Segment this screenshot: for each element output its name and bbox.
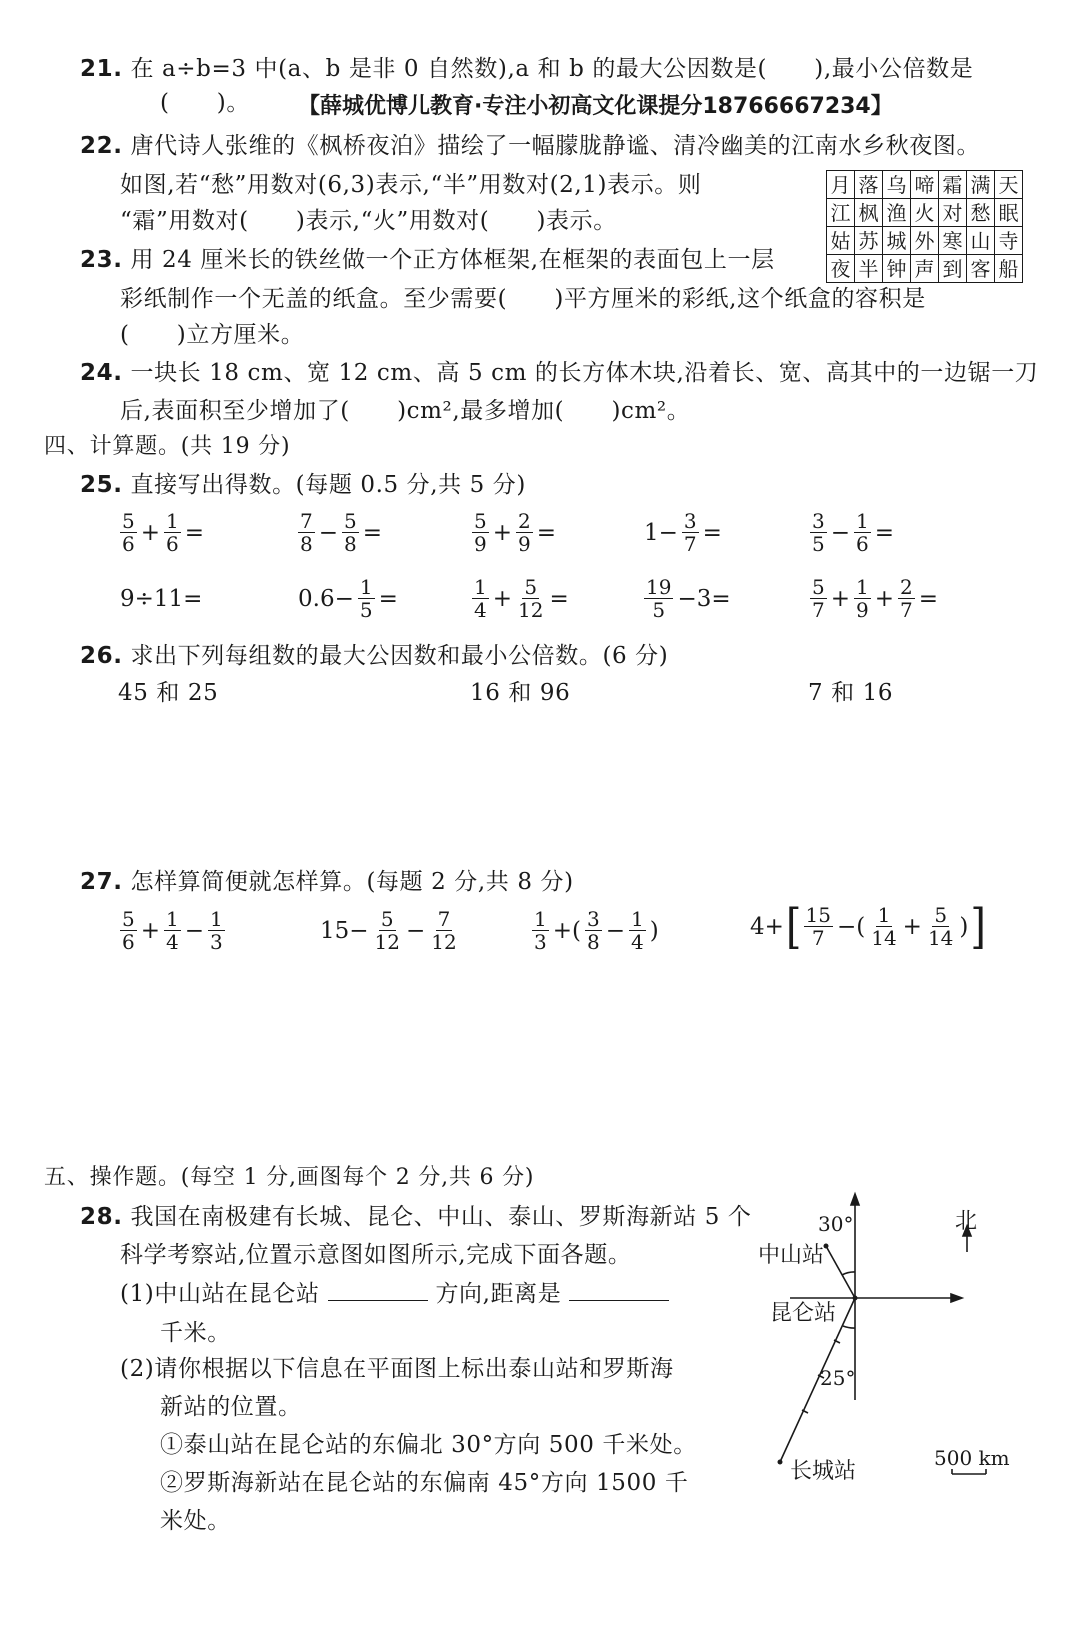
grid-cell: 渔 [883,199,911,227]
fraction: $\frac{15}{7}$ [805,903,831,950]
grid-cell: 枫 [855,199,883,227]
question-27-title [80,867,574,897]
kunlun-label: 昆仑站 [770,1301,837,1326]
angle-arc-bottom [843,1326,855,1328]
question-28-info-2: ②罗斯海新站在昆仑站的东偏南 45°方向 1500 千 [160,1470,689,1496]
angle-label-bottom: 25° [820,1366,856,1390]
question-21-line1 [80,54,973,84]
fraction: $\frac{1}{3}$ [210,907,223,954]
fraction: $\frac{5}{12}$ [518,575,544,622]
fraction: $\frac{1}{6}$ [856,509,869,556]
question-24-line1 [80,358,1038,388]
changcheng-point [778,1460,783,1465]
question-26-title [80,641,668,671]
expr-25-1: $\frac{5}{6}$ + $\frac{1}{6}$ = [122,509,205,556]
question-28-part1: (1)中山站在昆仑站 方向,距离是 [120,1278,669,1309]
question-number: 21. [80,56,123,82]
question-28-line1 [80,1202,752,1232]
fraction: $\frac{5}{8}$ [344,509,357,556]
question-28-info-1: ①泰山站在昆仑站的东偏北 30°方向 500 千米处。 [160,1432,697,1458]
answer-blank-distance[interactable] [569,1278,669,1301]
fraction: $\frac{1}{4}$ [166,907,179,954]
angle-arc-top [842,1272,855,1275]
zhongshan-label: 中山站 [758,1243,825,1268]
question-number: 28. [80,1204,123,1230]
grid-cell: 船 [995,255,1023,283]
fraction: $\frac{1}{4}$ [631,907,644,954]
expr-25-7: 0.6− $\frac{1}{5}$ = [298,575,398,622]
question-text: ( )。 [160,90,250,116]
grid-cell: 夜 [827,255,855,283]
question-28-part2-line2: 新站的位置。 [160,1394,302,1420]
grid-cell: 对 [939,199,967,227]
fraction: $\frac{5}{7}$ [812,575,825,622]
question-23-line1 [80,245,775,275]
fraction: $\frac{3}{5}$ [812,509,825,556]
grid-cell: 火 [911,199,939,227]
section-5-heading: 五、操作题。(每空 1 分,画图每个 2 分,共 6 分) [44,1165,535,1190]
question-24-line2: 后,表面积至少增加了( )cm²,最多增加( )cm²。 [120,398,691,424]
grid-cell: 啼 [911,171,939,199]
scale-label: 500 km [934,1446,1010,1470]
grid-cell: 钟 [883,255,911,283]
expr-27-2: 15− $\frac{5}{12}$ − $\frac{7}{12}$ [320,907,457,954]
angle-label-top: 30° [818,1212,854,1236]
grid-cell: 月 [827,171,855,199]
question-text: 怎样算简便就怎样算。(每题 2 分,共 8 分) [130,869,574,895]
expr-27-4: 4+ [ $\frac{15}{7}$ −( $\frac{1}{14}$ + $\frac{5}{14}$ ) ] [750,898,986,955]
fraction: $\frac{1}{14}$ [871,903,897,950]
grid-cell: 到 [939,255,967,283]
north-label: 北 [955,1209,978,1234]
fraction: $\frac{5}{6}$ [122,509,135,556]
grid-cell: 霜 [939,171,967,199]
question-number: 23. [80,247,123,273]
question-text: 我国在南极建有长城、昆仑、中山、泰山、罗斯海新站 5 个 [130,1204,752,1230]
grid-cell: 满 [967,171,995,199]
question-25-title [80,470,526,500]
question-23-line3: ( )立方厘米。 [120,322,305,348]
expr-25-4: 1− $\frac{3}{7}$ = [644,509,722,556]
fraction: $\frac{7}{12}$ [431,907,457,954]
up-arrow-icon [851,1194,859,1205]
grid-cell: 城 [883,227,911,255]
grid-cell: 乌 [883,171,911,199]
grid-cell: 寒 [939,227,967,255]
expr-25-5: $\frac{3}{5}$ − $\frac{1}{6}$ = [812,509,895,556]
grid-cell: 苏 [855,227,883,255]
changcheng-label: 长城站 [790,1459,857,1484]
number-pair-1: 45 和 25 [118,680,219,706]
question-number: 24. [80,360,123,386]
answer-blank-direction[interactable] [328,1278,428,1301]
fraction: $\frac{1}{4}$ [474,575,487,622]
fraction: $\frac{19}{5}$ [646,575,672,622]
grid-cell: 外 [911,227,939,255]
expr-25-10: $\frac{5}{7}$ + $\frac{1}{9}$ + $\frac{2}{7}$ = [812,575,939,622]
question-number: 27. [80,869,123,895]
expr-27-3: $\frac{1}{3}$ +( $\frac{3}{8}$ − $\frac{1}{4}$ ) [534,907,659,954]
fraction: $\frac{3}{8}$ [586,907,600,954]
poem-grid [826,170,1023,283]
right-arrow-icon [951,1294,962,1302]
question-number: 26. [80,643,123,669]
fraction: $\frac{2}{7}$ [900,575,913,622]
grid-cell: 天 [995,171,1023,199]
fraction: $\frac{5}{12}$ [374,907,400,954]
expr-25-2: $\frac{7}{8}$ − $\frac{5}{8}$ = [300,509,383,556]
question-text: 直接写出得数。(每题 0.5 分,共 5 分) [130,472,526,498]
number-pair-3: 7 和 16 [808,680,894,706]
question-text: 用 24 厘米长的铁丝做一个正方体框架,在框架的表面包上一层 [130,247,775,273]
question-28-info-2-cont: 米处。 [160,1508,231,1534]
question-22-line2: 如图,若“愁”用数对(6,3)表示,“半”用数对(2,1)表示。则 [120,172,702,198]
question-number: 25. [80,472,123,498]
fraction: $\frac{7}{8}$ [300,509,313,556]
question-text: 在 a÷b=3 中(a、b 是非 0 自然数),a 和 b 的最大公因数是( ),最小公倍数是 [130,56,974,82]
question-28-line2: 科学考察站,位置示意图如图所示,完成下面各题。 [120,1242,632,1268]
fraction: $\frac{2}{9}$ [518,509,531,556]
fraction: $\frac{5}{14}$ [927,903,954,950]
grid-cell: 愁 [967,199,995,227]
grid-cell: 山 [967,227,995,255]
question-text: 一块长 18 cm、宽 12 cm、高 5 cm 的长方体木块,沿着长、宽、高其中的一边锯一刀 [130,360,1039,386]
expr-25-9: $\frac{19}{5}$ −3= [646,575,731,622]
grid-cell: 姑 [827,227,855,255]
grid-cell: 客 [967,255,995,283]
fraction: $\frac{1}{3}$ [534,907,547,954]
grid-cell: 眠 [995,199,1023,227]
question-text: 唐代诗人张维的《枫桥夜泊》描绘了一幅朦胧静谧、清冷幽美的江南水乡秋夜图。 [130,133,981,159]
zhongshan-point [824,1244,829,1249]
expr-25-3: $\frac{5}{9}$ + $\frac{2}{9}$ = [474,509,557,556]
expr-27-1: $\frac{5}{6}$ + $\frac{1}{4}$ − $\frac{1}{3}$ [122,907,223,954]
grid-cell: 江 [827,199,855,227]
section-4-heading: 四、计算题。(共 19 分) [44,434,291,459]
fraction: $\frac{3}{7}$ [683,509,697,556]
number-pair-2: 16 和 96 [470,680,571,706]
grid-cell: 声 [911,255,939,283]
question-text: 求出下列每组数的最大公因数和最小公倍数。(6 分) [130,643,669,669]
question-22-line3: “霜”用数对( )表示,“火”用数对( )表示。 [120,208,617,234]
fraction: $\frac{1}{6}$ [166,509,179,556]
question-21-line2 [160,88,250,118]
question-28-part1-unit: 千米。 [160,1320,231,1346]
kunlun-point [853,1296,858,1301]
grid-cell: 寺 [995,227,1023,255]
expr-25-8: $\frac{1}{4}$ + $\frac{5}{12}$ = [474,575,569,622]
fraction: $\frac{5}{9}$ [474,509,487,556]
question-28-part2: (2)请你根据以下信息在平面图上标出泰山站和罗斯海 [120,1356,674,1382]
advertisement-text: 【薛城优博儿教育·专注小初高文化课提分18766667234】 [298,94,893,119]
expr-25-6: 9÷11= [120,586,203,612]
fraction: $\frac{1}{9}$ [856,575,869,622]
fraction: $\frac{1}{5}$ [359,575,373,622]
question-22-line1 [80,131,980,161]
question-number: 22. [80,133,123,159]
grid-cell: 半 [855,255,883,283]
grid-cell: 落 [855,171,883,199]
question-23-line2: 彩纸制作一个无盖的纸盒。至少需要( )平方厘米的彩纸,这个纸盒的容积是 [120,286,926,312]
fraction: $\frac{5}{6}$ [122,907,135,954]
